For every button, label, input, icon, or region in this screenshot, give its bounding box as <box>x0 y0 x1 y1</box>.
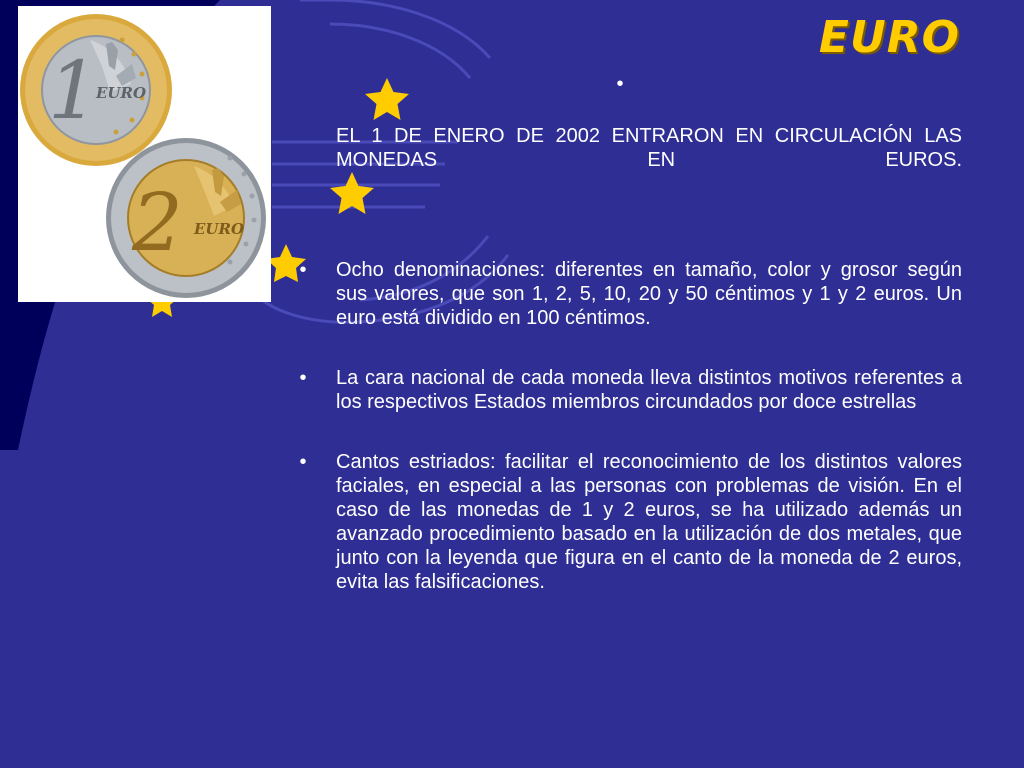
bullet-item <box>296 366 962 414</box>
bullet-item <box>296 450 962 594</box>
bullet-text: La cara nacional de cada moneda lleva distintos motivos referentes a los respectivos Estados miembros circundados por doce estrellas <box>336 367 962 413</box>
slide-title: EURO <box>818 12 960 63</box>
bullet-mark: • <box>299 451 307 473</box>
coin-2-numeral: 2 <box>132 176 183 269</box>
coin-1-euro <box>20 14 172 166</box>
coin-2-euro <box>106 138 266 298</box>
bullet-mark: • <box>299 259 307 281</box>
coin-1-legend: EURO <box>96 84 147 102</box>
slide-headline: EL 1 DE ENERO DE 2002 ENTRARON EN CIRCULACIÓN LAS MONEDAS EN EUROS. <box>336 125 962 171</box>
bullet-item <box>296 258 962 330</box>
bullet-text: Ocho denominaciones: diferentes en tamaño, color y grosor según sus valores, que son 1, 2, 5, 10, 20 y 50 céntimos y 1 y 2 euros. Un euro está dividido en 100 céntimos. <box>336 259 962 329</box>
coin-1-numeral: 1 <box>48 44 99 137</box>
coin-2-legend: EURO <box>194 220 245 238</box>
bullet-text: Cantos estriados: facilitar el reconocimiento de los distintos valores faciales, en especial a las personas con problemas de visión. En el caso de las monedas de 1 y 2 euros, se ha utilizado además un avanzado procedimiento basado en la utilización de dos metales, que junto con la leyenda que figura en el canto de la moneda de 2 euros, evita las falsificaciones. <box>336 451 962 593</box>
bullet-mark: • <box>299 367 307 389</box>
bullet-list <box>296 258 962 594</box>
coins-image <box>18 6 271 302</box>
top-bullet: • <box>616 73 624 95</box>
